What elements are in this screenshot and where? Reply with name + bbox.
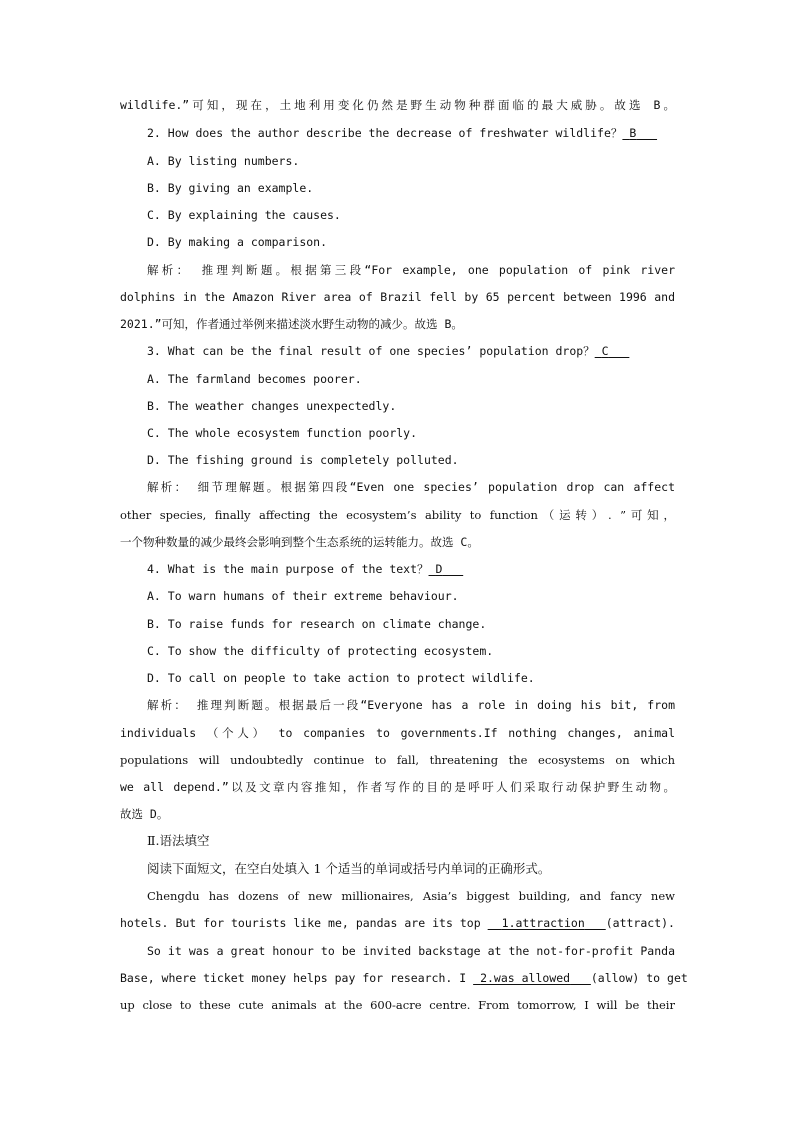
q3-option-d: D. The fishing ground is completely polluted. xyxy=(147,453,459,467)
q2-option-b: B. By giving an example. xyxy=(147,181,314,195)
q2-stem-text: 2. How does the author describe the decrease of freshwater wildlife？ xyxy=(147,126,623,140)
passage-p1-line-1: Chengdu has dozens of new millionaires, Asia’s biggest building, and fancy new xyxy=(147,889,675,903)
q3-stem-text: 3. What can be the final result of one species’ population drop？ xyxy=(147,344,595,358)
q4-option-d: D. To call on people to take action to protect wildlife. xyxy=(147,671,535,685)
q3-stem xyxy=(147,343,675,359)
q4-answer: D xyxy=(435,562,443,576)
q2-stem xyxy=(147,125,675,141)
q2-analysis-line-1: 解析： 推理判断题。根据第三段“For example, one population of pink river xyxy=(147,263,675,277)
section-instruction: 阅读下面短文，在空白处填入 1 个适当的单词或括号内单词的正确形式。 xyxy=(147,861,551,876)
q3-analysis-line-2: other species, finally affecting the ecosystem’s ability to function（运转）. ”可知， xyxy=(120,508,675,522)
q2-answer: B xyxy=(629,126,637,140)
q3-option-c: C. The whole ecosystem function poorly. xyxy=(147,426,418,440)
q2-option-d: D. By making a comparison. xyxy=(147,235,328,249)
section-heading: Ⅱ.语法填空 xyxy=(147,833,210,848)
q3-answer: C xyxy=(601,344,609,358)
passage-p1-line-2-pre: hotels. But for tourists like me, pandas are its top xyxy=(120,916,481,930)
q2-analysis-line-3: 2021.”可知，作者通过举例来描述淡水野生动物的减少。故选 B。 xyxy=(120,317,463,331)
q2-option-a: A. By listing numbers. xyxy=(147,154,300,168)
passage-p2-line-2-pre: Base, where ticket money helps pay for research. I xyxy=(120,971,467,985)
q2-option-c: C. By explaining the causes. xyxy=(147,208,341,222)
passage-p2-line-2-post: (allow) to get xyxy=(590,971,688,985)
q2-analysis-line-2: dolphins in the Amazon River area of Brazil fell by 65 percent between 1996 and xyxy=(120,290,675,304)
q3-option-a: A. The farmland becomes poorer. xyxy=(147,372,362,386)
blank-2 xyxy=(473,971,591,985)
q4-analysis-line-1: 解析： 推理判断题。根据最后一段“Everyone has a role in doing his bit, from xyxy=(147,698,675,712)
q3-answer-blank xyxy=(595,344,630,358)
blank-1 xyxy=(488,916,606,930)
passage-p1-line-2 xyxy=(120,915,675,931)
blank-2-answer: 2.was allowed xyxy=(480,971,571,985)
q2-answer-blank xyxy=(622,126,657,140)
q4-analysis-line-3: populations will undoubtedly continue to fall, threatening the ecosystems on which xyxy=(120,753,675,767)
q3-analysis-line-3: 一个物种数量的减少最终会影响到整个生态系统的运转能力。故选 C。 xyxy=(120,535,479,549)
q4-stem-text: 4. What is the main purpose of the text？ xyxy=(147,562,429,576)
passage-p1-line-2-post: (attract). xyxy=(605,916,675,930)
q4-stem xyxy=(147,561,675,577)
q3-analysis-line-1: 解析： 细节理解题。根据第四段“Even one species’ population drop can affect xyxy=(147,480,675,494)
q1-analysis-tail: wildlife.”可知，现在，土地利用变化仍然是野生动物种群面临的最大威胁。故选 B。 xyxy=(120,98,675,112)
blank-1-answer: 1.attraction xyxy=(501,916,585,930)
q4-answer-blank xyxy=(429,562,464,576)
q4-option-c: C. To show the difficulty of protecting ecosystem. xyxy=(147,644,494,658)
passage-p2-line-2 xyxy=(120,970,688,986)
passage-p2-line-3: up close to these cute animals at the 600-acre centre. From tomorrow, I will be their xyxy=(120,998,675,1012)
q4-option-b: B. To raise funds for research on climate change. xyxy=(147,617,487,631)
q4-analysis-line-4: we all depend.”以及文章内容推知，作者写作的目的是呼吁人们采取行动保护野生动物。 xyxy=(120,780,675,794)
q4-analysis-line-5: 故选 D。 xyxy=(120,807,169,821)
q3-option-b: B. The weather changes unexpectedly. xyxy=(147,399,397,413)
passage-p2-line-1: So it was a great honour to be invited backstage at the not-for-profit Panda xyxy=(147,944,675,958)
q4-analysis-line-2: individuals （个人） to companies to governments.If nothing changes, animal xyxy=(120,726,675,740)
q4-option-a: A. To warn humans of their extreme behaviour. xyxy=(147,589,459,603)
